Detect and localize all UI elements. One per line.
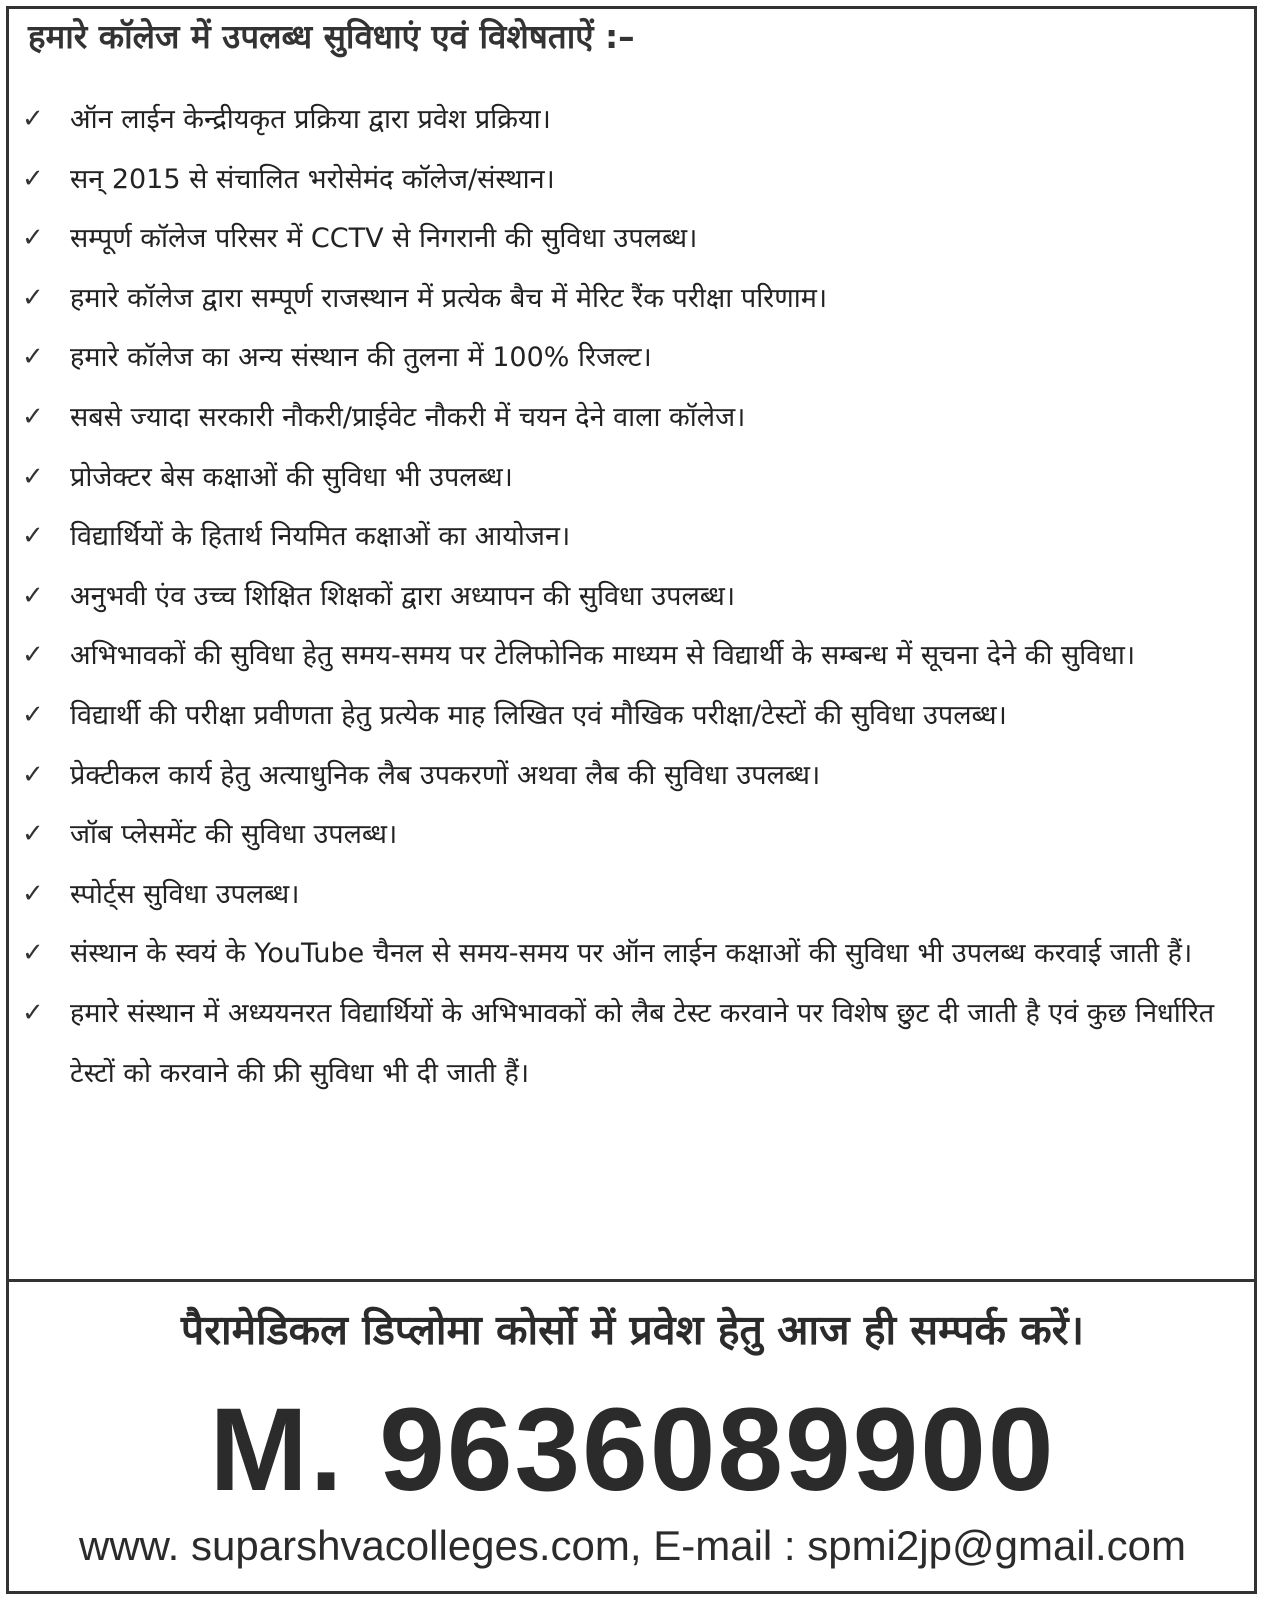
list-item bbox=[14, 865, 1242, 925]
list-item bbox=[14, 626, 1242, 686]
mobile-number: M. 9636089900 bbox=[209, 1384, 1056, 1516]
list-item bbox=[14, 686, 1242, 746]
feature-text: संस्थान के स्वयं के YouTube चैनल से समय-समय पर ऑन लाईन कक्षाओं की सुविधा भी उपलब्ध करवाई जाती हैं। bbox=[70, 938, 1193, 970]
feature-text: सम्पूर्ण कॉलेज परिसर में CCTV से निगरानी की सुविधा उपलब्ध। bbox=[70, 223, 698, 255]
list-item bbox=[14, 448, 1242, 508]
feature-text: स्पोर्ट्स सुविधा उपलब्ध। bbox=[70, 878, 300, 910]
admission-call-to-action: पैरामेडिकल डिप्लोमा कोर्सो में प्रवेश हेतु आज ही सम्पर्क करें। bbox=[180, 1306, 1085, 1354]
check-icon: ✓ bbox=[22, 521, 44, 552]
website-email-line: www. suparshvacolleges.com, E-mail : spmi2jp@gmail.com bbox=[79, 1522, 1186, 1569]
list-item bbox=[14, 388, 1242, 448]
list-item bbox=[14, 328, 1242, 388]
feature-text: जॉब प्लेसमेंट की सुविधा उपलब्ध। bbox=[70, 819, 398, 851]
list-item bbox=[14, 984, 1242, 1103]
check-icon: ✓ bbox=[22, 104, 44, 134]
list-item bbox=[14, 90, 1242, 150]
feature-text: हमारे कॉलेज द्वारा सम्पूर्ण राजस्थान में प्रत्येक बैच में मेरिट रैंक परीक्षा परिणाम। bbox=[70, 282, 828, 314]
check-icon: ✓ bbox=[22, 163, 44, 194]
features-list bbox=[14, 90, 1242, 1103]
check-icon: ✓ bbox=[22, 819, 44, 850]
list-item bbox=[14, 567, 1242, 627]
check-icon: ✓ bbox=[22, 282, 44, 313]
feature-text: सन् 2015 से संचालित भरोसेमंद कॉलेज/संस्थान। bbox=[70, 163, 555, 195]
check-icon: ✓ bbox=[22, 938, 44, 969]
feature-text: अभिभावकों की सुविधा हेतु समय-समय पर टेलिफोनिक माध्यम से विद्यार्थी के सम्बन्ध में सूचना देने की सुविधा। bbox=[70, 640, 1136, 672]
list-item bbox=[14, 924, 1242, 984]
check-icon: ✓ bbox=[22, 223, 44, 254]
feature-text: प्रेक्टीकल कार्य हेतु अत्याधुनिक लैब उपकरणों अथवा लैब की सुविधा उपलब्ध। bbox=[70, 759, 821, 791]
feature-text: सबसे ज्यादा सरकारी नौकरी/प्राईवेट नौकरी में चयन देने वाला कॉलेज। bbox=[70, 401, 746, 433]
check-icon: ✓ bbox=[22, 699, 44, 730]
feature-text: विद्यार्थियों के हितार्थ नियमित कक्षाओं का आयोजन। bbox=[70, 521, 571, 553]
check-icon: ✓ bbox=[22, 640, 44, 671]
check-icon: ✓ bbox=[22, 342, 44, 373]
check-icon: ✓ bbox=[22, 461, 44, 492]
feature-text: विद्यार्थी की परीक्षा प्रवीणता हेतु प्रत्येक माह लिखित एवं मौखिक परीक्षा/टेस्टों की सुविधा उपलब्ध। bbox=[70, 699, 1007, 731]
check-icon: ✓ bbox=[22, 997, 44, 1028]
features-heading: हमारे कॉलेज में उपलब्ध सुविधाएं एवं विशेषताऐं :– bbox=[28, 17, 635, 56]
list-item bbox=[14, 269, 1242, 329]
check-icon: ✓ bbox=[22, 401, 44, 432]
feature-text: ऑन लाईन केन्द्रीयकृत प्रक्रिया द्वारा प्रवेश प्रक्रिया। bbox=[70, 104, 551, 135]
check-icon: ✓ bbox=[22, 878, 44, 909]
feature-text: अनुभवी एंव उच्च शिक्षित शिक्षकों द्वारा अध्यापन की सुविधा उपलब्ध। bbox=[70, 580, 736, 612]
list-item bbox=[14, 507, 1242, 567]
list-item bbox=[14, 805, 1242, 865]
list-item bbox=[14, 150, 1242, 210]
check-icon: ✓ bbox=[22, 759, 44, 790]
check-icon: ✓ bbox=[22, 580, 44, 611]
feature-text: हमारे संस्थान में अध्ययनरत विद्यार्थियों के अभिभावकों को लैब टेस्ट करवाने पर विशेष छुट दी जाती है एवं कुछ निर्धारित टेस्टों को करवाने की फ्री सुविधा भी दी जाती हैं। bbox=[70, 997, 1215, 1089]
list-item bbox=[14, 746, 1242, 806]
feature-text: हमारे कॉलेज का अन्य संस्थान की तुलना में 100% रिजल्ट। bbox=[70, 342, 652, 374]
list-item bbox=[14, 209, 1242, 269]
feature-text: प्रोजेक्टर बेस कक्षाओं की सुविधा भी उपलब्ध। bbox=[70, 461, 513, 493]
